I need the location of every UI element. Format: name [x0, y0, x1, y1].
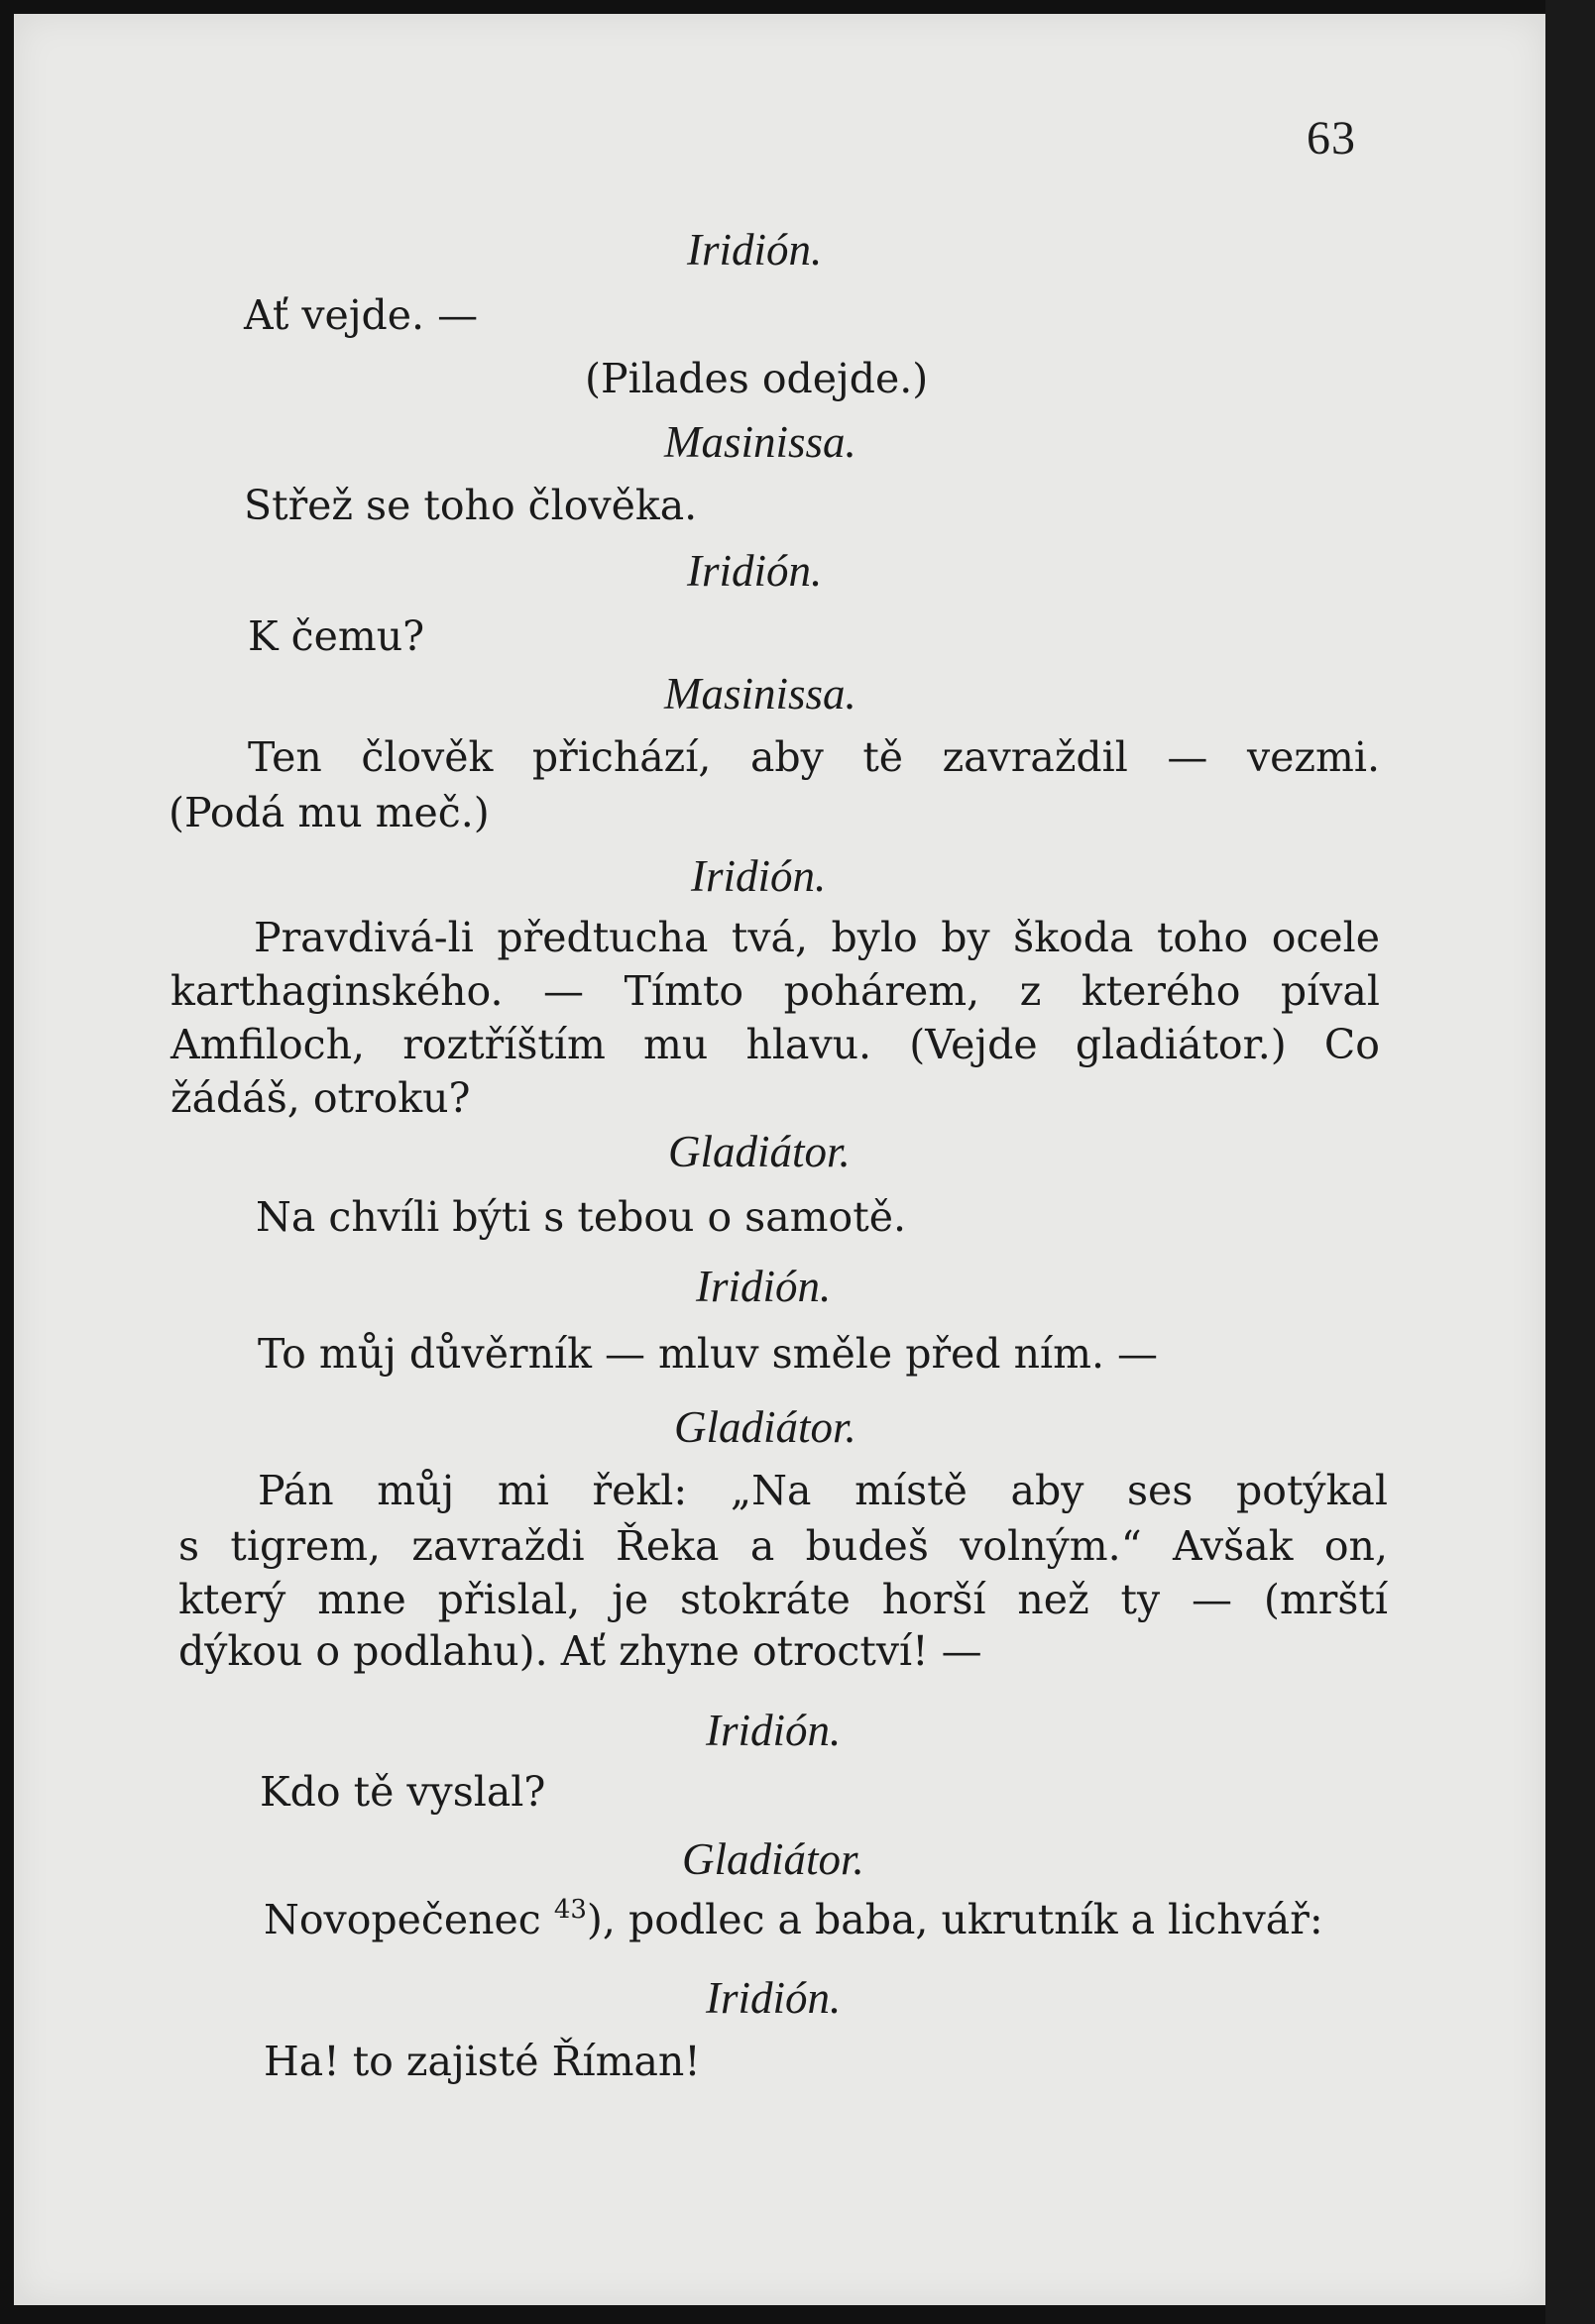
page-edge-shadow	[1545, 0, 1595, 2324]
footnote-ref[interactable]: 43	[553, 1895, 587, 1925]
speaker-label: Masinissa.	[664, 669, 856, 719]
dialogue-fragment: ), podlec a baba, ukrutník a lichvář:	[586, 1896, 1323, 1943]
stage-direction: (Pilades odejde.)	[585, 355, 929, 402]
dialogue-line: Amfiloch, roztříštím mu hlavu. (Vejde gladiátor.) Co	[171, 1021, 1380, 1068]
speaker-label: Masinissa.	[664, 417, 856, 467]
dialogue-line: s tigrem, zavraždi Řeka a budeš volným.“ Avšak on,	[178, 1522, 1388, 1570]
dialogue-line: Ať vejde. —	[244, 291, 479, 339]
dialogue-line: Ha! to zajisté Říman!	[264, 2038, 701, 2085]
speaker-label: Iridión.	[696, 1262, 832, 1311]
dialogue-line: Pravdivá-li předtucha tvá, bylo by škoda toho ocele	[254, 914, 1380, 961]
dialogue-line: Ten člověk přichází, aby tě zavraždil — vezmi.	[248, 733, 1380, 781]
speaker-label: Gladiátor.	[674, 1402, 856, 1452]
dialogue-line: Kdo tě vyslal?	[260, 1768, 546, 1816]
dialogue-line: karthaginského. — Tímto pohárem, z kterého píval	[171, 967, 1380, 1015]
speaker-label: Iridión.	[706, 1706, 842, 1755]
dialogue-line: K čemu?	[248, 612, 425, 660]
speaker-label: Iridión.	[691, 851, 827, 901]
dialogue-line	[264, 1895, 1323, 1943]
dialogue-line: žádáš, otroku?	[171, 1074, 471, 1122]
speaker-label: Iridión.	[706, 1973, 842, 2023]
dialogue-line: dýkou o podlahu). Ať zhyne otroctví! —	[178, 1627, 982, 1675]
dialogue-fragment: Novopečenec	[264, 1896, 541, 1943]
dialogue-line: Střež se toho člověka.	[244, 482, 698, 529]
dialogue-line: který mne přislal, je stokráte horší než ty — (mrští	[178, 1576, 1388, 1623]
dialogue-line: Pán můj mi řekl: „Na místě aby ses potýkal	[258, 1467, 1388, 1514]
dialogue-line: Na chvíli býti s tebou o samotě.	[256, 1193, 906, 1241]
page-number: 63	[1307, 112, 1356, 165]
speaker-label: Iridión.	[687, 546, 823, 596]
speaker-label: Iridión.	[687, 225, 823, 275]
dialogue-line: (Podá mu meč.)	[169, 789, 490, 836]
speaker-label: Gladiátor.	[682, 1834, 864, 1884]
speaker-label: Gladiátor.	[668, 1127, 851, 1176]
dialogue-line: To můj důvěrník — mluv směle před ním. —	[258, 1330, 1159, 1378]
